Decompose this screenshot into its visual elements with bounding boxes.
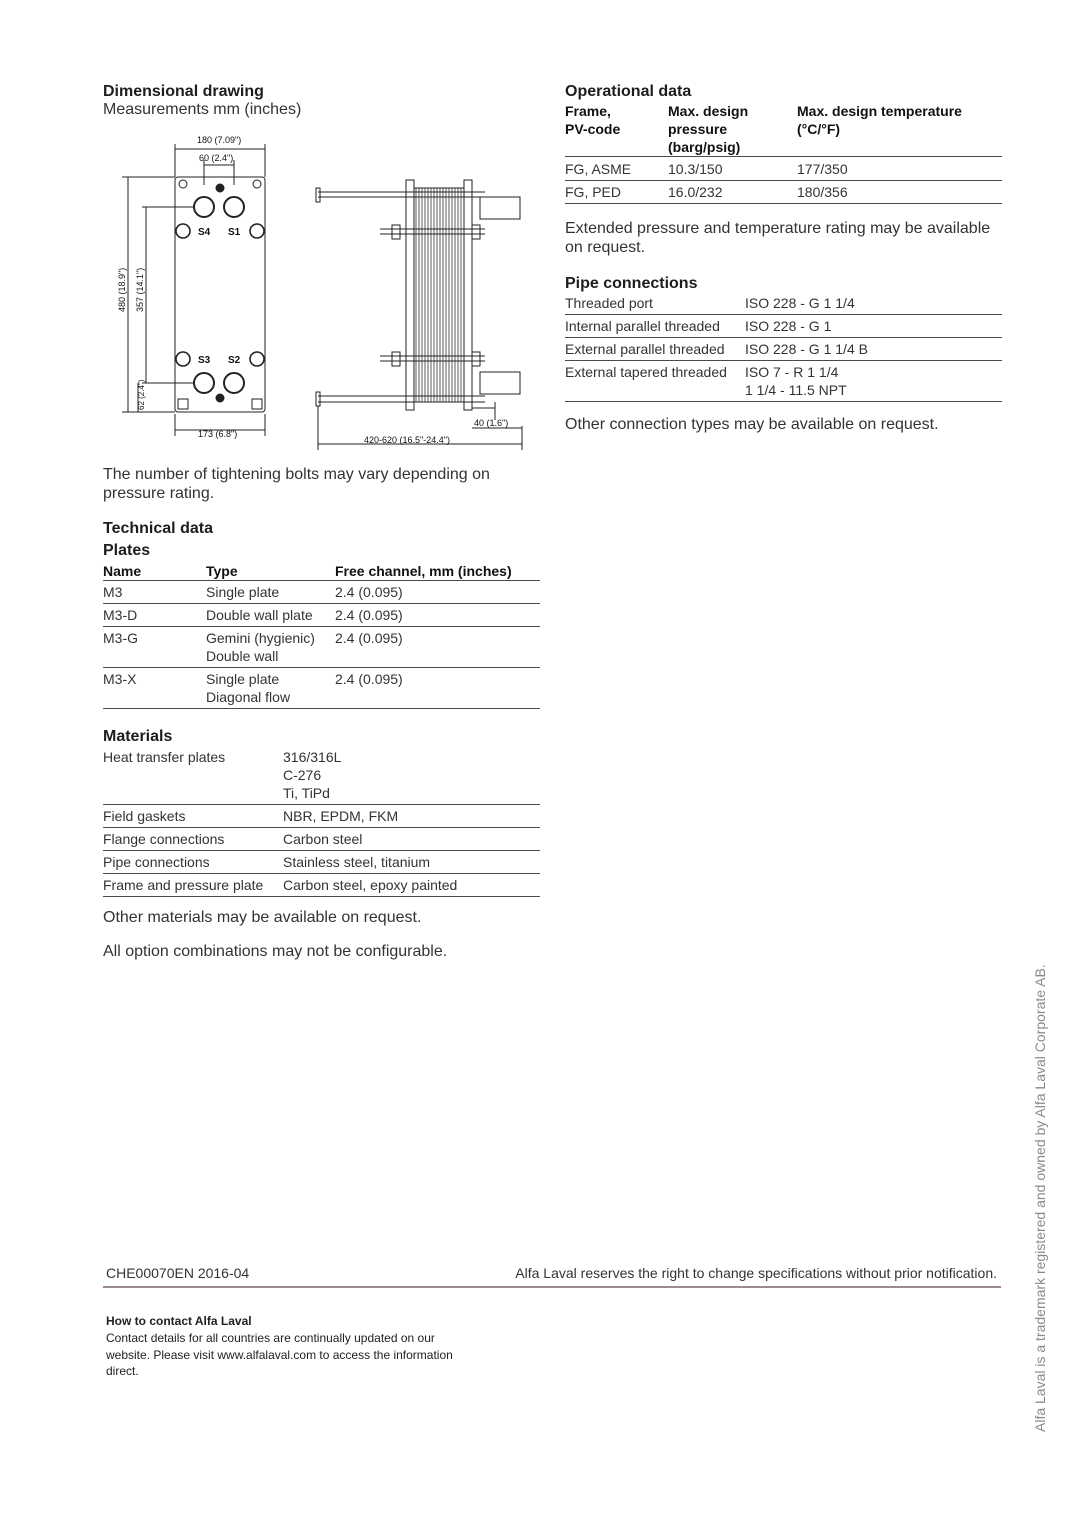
table-row [103, 581, 540, 604]
port-s2: S2 [228, 355, 241, 366]
plate-type-line1: Single plate [206, 671, 280, 687]
plate-name: M3-X [103, 668, 206, 709]
table-row [565, 315, 1002, 338]
col-type: Type [206, 563, 335, 581]
material-value [283, 746, 540, 805]
dim-height-ports: 357 (14.1") [135, 267, 145, 312]
footer-rule [103, 1286, 1001, 1288]
table-row [103, 668, 540, 709]
dimensional-drawing [100, 130, 540, 455]
pipe-table [565, 292, 1002, 402]
materials-note: Other materials may be available on request. [103, 909, 422, 926]
table-row [565, 292, 1002, 315]
op-col-temp-2: (°C/°F) [797, 121, 841, 137]
configurable-note: All option combinations may not be configurable. [103, 943, 448, 960]
material-value-line1: 316/316L [283, 749, 342, 765]
contact-line-2: website. Please visit www.alfalaval.com to access the information [106, 1347, 453, 1362]
plates-title: Plates [103, 542, 151, 559]
plate-name: M3 [103, 581, 206, 604]
material-label: Pipe connections [103, 851, 283, 874]
plate-type-line2: Diagonal flow [206, 689, 291, 705]
col-name: Name [103, 563, 206, 581]
table-row [565, 158, 1002, 181]
table-row [565, 181, 1002, 204]
pipe-label: Threaded port [565, 292, 745, 315]
plate-name: M3-D [103, 604, 206, 627]
table-row [103, 851, 540, 874]
operational-title: Operational data [565, 83, 692, 100]
pipe-value: ISO 228 - G 1 [745, 315, 1002, 338]
trademark-note: Alfa Laval is a trademark registered and owned by Alfa Laval Corporate AB. [1032, 964, 1048, 1432]
dim-port-spacing: 60 (2.4") [199, 153, 234, 163]
dimensional-title: Dimensional drawing [103, 83, 264, 100]
plate-type-line2: Double wall [206, 648, 279, 664]
material-label: Field gaskets [103, 805, 283, 828]
plates-table [103, 563, 540, 709]
dimensional-subtitle: Measurements mm (inches) [103, 101, 302, 118]
op-frame: FG, ASME [565, 158, 668, 181]
op-col-frame-2: PV-code [565, 121, 621, 137]
plate-channel: 2.4 (0.095) [335, 604, 540, 627]
pipe-title: Pipe connections [565, 275, 698, 292]
op-col-frame-1: Frame, [565, 103, 611, 119]
material-label: Frame and pressure plate [103, 874, 283, 897]
op-col-pressure-3: (barg/psig) [668, 139, 741, 155]
op-temp: 180/356 [797, 181, 1002, 204]
material-value-line3: Ti, TiPd [283, 785, 330, 801]
plate-channel: 2.4 (0.095) [335, 581, 540, 604]
pipe-label: External parallel threaded [565, 338, 745, 361]
material-value: NBR, EPDM, FKM [283, 805, 540, 828]
table-row [103, 874, 540, 897]
port-s3: S3 [198, 355, 211, 366]
contact-line-1: Contact details for all countries are continually updated on our [106, 1331, 435, 1345]
table-row [565, 361, 1002, 402]
plate-name: M3-G [103, 627, 206, 668]
document-code: CHE00070EN 2016-04 [106, 1265, 250, 1281]
material-value: Carbon steel [283, 828, 540, 851]
op-col-pressure-1: Max. design [668, 103, 749, 119]
plate-type [206, 627, 335, 668]
plate-type [206, 668, 335, 709]
plate-type-line1: Gemini (hygienic) [206, 630, 315, 646]
contact-title: How to contact Alfa Laval [106, 1314, 252, 1328]
material-value-line2: C-276 [283, 767, 322, 783]
op-col-temp-1: Max. design temperature [797, 103, 962, 119]
table-row [103, 805, 540, 828]
op-col-pressure-2: pressure [668, 121, 728, 137]
pipe-note: Other connection types may be available on request. [565, 416, 939, 433]
material-label: Flange connections [103, 828, 283, 851]
rights-notice: Alfa Laval reserves the right to change specifications without prior notification. [515, 1265, 997, 1281]
technical-title: Technical data [103, 520, 213, 537]
materials-table [103, 746, 540, 897]
col-channel: Free channel, mm (inches) [335, 563, 540, 581]
pipe-value-line1: ISO 7 - R 1 1/4 [745, 364, 839, 380]
contact-text [106, 1330, 453, 1380]
plate-type: Double wall plate [206, 604, 335, 627]
pipe-value: ISO 228 - G 1 1/4 [745, 292, 1002, 315]
op-pressure: 10.3/150 [668, 158, 797, 181]
pipe-value: ISO 228 - G 1 1/4 B [745, 338, 1002, 361]
table-row [103, 627, 540, 668]
dim-width-top: 180 (7.09") [197, 135, 242, 145]
op-pressure: 16.0/232 [668, 181, 797, 204]
table-row [103, 828, 540, 851]
table-row [103, 604, 540, 627]
dim-length: 420-620 (16.5"-24.4") [364, 435, 450, 445]
materials-title: Materials [103, 728, 173, 745]
table-row [103, 746, 540, 805]
op-frame: FG, PED [565, 181, 668, 204]
port-s4: S4 [198, 227, 211, 238]
dim-height-total: 480 (18.9") [117, 267, 127, 312]
operational-table [565, 158, 1002, 204]
operational-note: Extended pressure and temperature rating may be available on request. [565, 220, 991, 256]
bolts-note: The number of tightening bolts may vary depending on pressure rating. [103, 466, 490, 502]
contact-line-3: direct. [106, 1364, 139, 1378]
dim-bottom-offset: 62 (2.4") [137, 379, 146, 410]
port-s1: S1 [228, 227, 241, 238]
plate-channel: 2.4 (0.095) [335, 668, 540, 709]
pipe-label: Internal parallel threaded [565, 315, 745, 338]
material-label: Heat transfer plates [103, 746, 283, 805]
material-value: Stainless steel, titanium [283, 851, 540, 874]
pipe-label: External tapered threaded [565, 361, 745, 402]
pipe-value-line2: 1 1/4 - 11.5 NPT [745, 382, 847, 398]
op-temp: 177/350 [797, 158, 1002, 181]
dim-width-bottom: 173 (6.8") [198, 429, 238, 439]
plate-type: Single plate [206, 581, 335, 604]
material-value: Carbon steel, epoxy painted [283, 874, 540, 897]
plate-channel: 2.4 (0.095) [335, 627, 540, 668]
pipe-value [745, 361, 1002, 402]
operational-header [565, 102, 1002, 157]
table-row [565, 338, 1002, 361]
dim-nozzle: 40 (1.6") [474, 418, 509, 428]
